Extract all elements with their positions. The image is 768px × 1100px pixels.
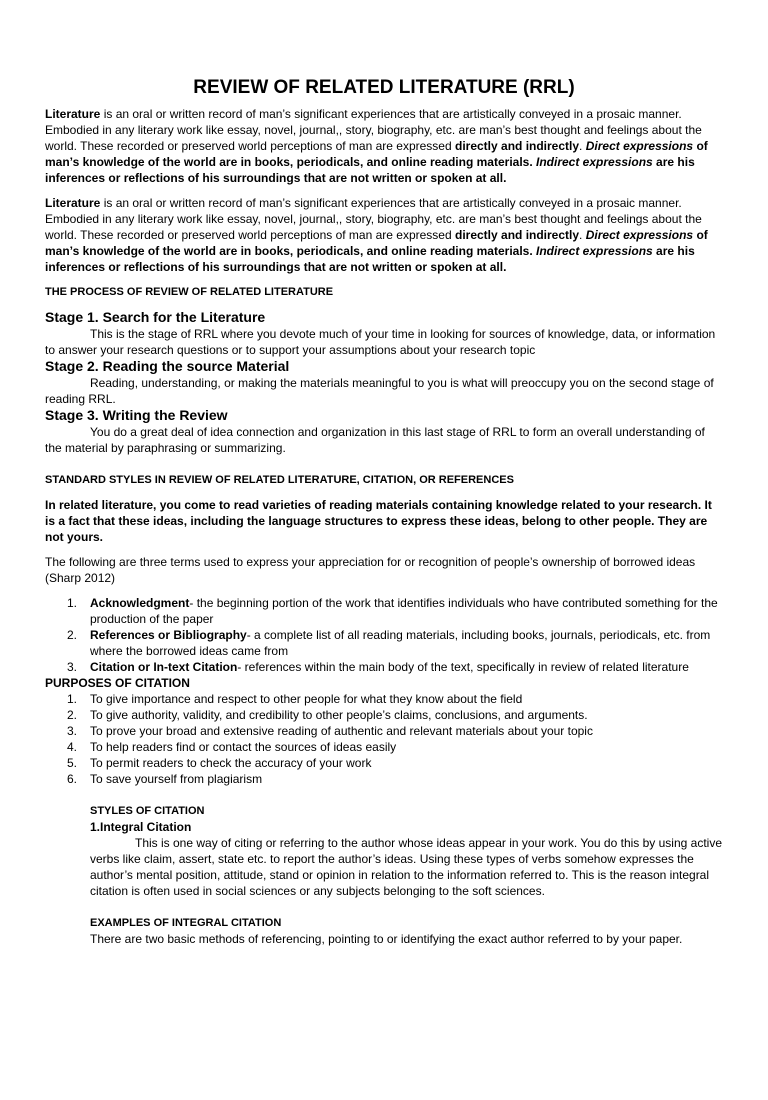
- term-label: Acknowledgment: [90, 596, 190, 610]
- list-text: To permit readers to check the accuracy of your work: [90, 756, 372, 770]
- list-item: [45, 755, 723, 771]
- bold-span: 1.Integral Citation: [90, 820, 192, 834]
- list-number: 1.: [67, 692, 78, 706]
- list-item: [45, 723, 723, 739]
- term-label: Citation or In-text Citation: [90, 660, 238, 674]
- examples-section: [45, 915, 723, 947]
- stage-1: [45, 309, 723, 358]
- document-page: [0, 76, 768, 1100]
- list-item: [45, 691, 723, 707]
- intro-paragraph-1: [45, 106, 723, 186]
- list-item: [45, 739, 723, 755]
- list-text: To help readers find or contact the sources of ideas easily: [90, 740, 397, 754]
- term-literature: Literature: [45, 196, 101, 210]
- list-number: 2.: [67, 628, 78, 642]
- term-desc: - the beginning portion of the work that identifies individuals who have contributed something for the production of the paper: [90, 596, 718, 626]
- examples-heading: EXAMPLES OF INTEGRAL CITATION: [90, 917, 282, 929]
- stage-2: [45, 358, 723, 407]
- list-item: [45, 627, 723, 659]
- styles-bold-paragraph: [45, 497, 723, 545]
- bold-span: are his inferences or reflections of his surroundings that are not written or spoken at all.: [45, 155, 695, 185]
- text-span: .: [579, 228, 586, 242]
- stage-title: Stage 2. Reading the source Material: [45, 358, 290, 374]
- bold-span: are his inferences or reflections of his surroundings that are not written or spoken at all.: [45, 244, 695, 274]
- stage-title: Stage 3. Writing the Review: [45, 407, 228, 423]
- text-span: is an oral or written record of man’s significant experiences that are artistically conveyed in a prosaic manner. Embodied in any literary work like essay, novel, journal,, story, biography, etc. are man’s best thought and feelings about the world. These recorded or preserved world perceptions of man are expressed: [45, 196, 702, 242]
- bold-italic-span: Indirect expressions: [536, 244, 653, 258]
- bold-span: In related literature, you come to read varieties of reading materials containing knowledge related to your research. It is a fact that these ideas, including the language structures to express these ideas, belong to other people. They are not yours.: [45, 498, 712, 544]
- bold-italic-span: Direct expressions: [585, 228, 694, 242]
- document-title: REVIEW OF RELATED LITERATURE (RRL): [193, 77, 575, 98]
- list-text: To give authority, validity, and credibility to other people’s claims, conclusions, and arguments.: [90, 708, 588, 722]
- stage-title: Stage 1. Search for the Literature: [45, 309, 266, 325]
- stage-body: Reading, understanding, or making the materials meaningful to you is what will preoccupy you on the second stage of reading RRL.: [45, 376, 714, 406]
- list-number: 1.: [67, 596, 78, 610]
- bold-span: of man’s knowledge of the world are in books, periodicals, and online reading materials.: [45, 139, 708, 169]
- styles-heading: STANDARD STYLES IN REVIEW OF RELATED LITERATURE, CITATION, OR REFERENCES: [45, 474, 514, 486]
- list-item: [45, 659, 723, 675]
- term-label: References or Bibliography: [90, 628, 247, 642]
- purposes-heading: [45, 675, 723, 691]
- process-heading: THE PROCESS OF REVIEW OF RELATED LITERATURE: [45, 286, 334, 298]
- list-number: 6.: [67, 772, 78, 786]
- terms-list: [45, 595, 723, 675]
- bold-italic-span: Direct expressions: [585, 139, 694, 153]
- list-number: 3.: [67, 724, 78, 738]
- bold-span: directly and indirectly: [455, 139, 580, 153]
- bold-span: directly and indirectly: [455, 228, 580, 242]
- purposes-list: [45, 691, 723, 787]
- integral-citation-body: This is one way of citing or referring to the author whose ideas appear in your work. You do this by using active verbs like claim, assert, state etc. to report the author’s ideas. Using these types of verbs somehow expresses the author’s mental position, attitude, stand or opinion in relation to the information referred to. This is the reason integral citation is often used in social sciences or any subjects belonging to the soft sciences.: [90, 836, 722, 898]
- term-desc: - a complete list of all reading materials, including books, journals, periodicals, etc. from where the borrowed ideas came from: [90, 628, 711, 658]
- term-literature: Literature: [45, 107, 101, 121]
- list-text: To prove your broad and extensive reading of authentic and relevant materials about your topic: [90, 724, 593, 738]
- list-number: 2.: [67, 708, 78, 722]
- text-span: .: [579, 139, 586, 153]
- list-text: To give importance and respect to other people for what they know about the field: [90, 692, 523, 706]
- citation-styles-heading: STYLES OF CITATION: [90, 805, 205, 817]
- bold-span: PURPOSES OF CITATION: [45, 676, 190, 690]
- stage-3: [45, 407, 723, 456]
- bold-italic-span: Indirect expressions: [536, 155, 653, 169]
- styles-intro: The following are three terms used to express your appreciation for or recognition of people’s ownership of borrowed ideas (Sharp 2012): [45, 555, 696, 585]
- list-item: [45, 707, 723, 723]
- list-item: [45, 771, 723, 787]
- term-desc: - references within the main body of the text, specifically in review of related literature: [237, 660, 689, 674]
- stage-body: This is the stage of RRL where you devote much of your time in looking for sources of knowledge, data, or information to answer your research questions or to support your assumptions about your research topic: [45, 327, 716, 357]
- integral-citation-sub: [90, 819, 723, 835]
- intro-paragraph-2: [45, 195, 723, 275]
- list-text: To save yourself from plagiarism: [90, 772, 263, 786]
- stage-body: You do a great deal of idea connection and organization in this last stage of RRL to form an overall understanding of the material by paraphrasing or summarizing.: [45, 425, 705, 455]
- citation-styles-section: [45, 803, 723, 899]
- bold-span: of man’s knowledge of the world are in books, periodicals, and online reading materials.: [45, 228, 708, 258]
- list-number: 5.: [67, 756, 78, 770]
- list-number: 3.: [67, 660, 78, 674]
- list-number: 4.: [67, 740, 78, 754]
- text-span: is an oral or written record of man’s significant experiences that are artistically conveyed in a prosaic manner. Embodied in any literary work like essay, novel, journal,, story, biography, etc. are man’s best thought and feelings about the world. These recorded or preserved world perceptions of man are expressed: [45, 107, 702, 153]
- list-item: [45, 595, 723, 627]
- examples-body: There are two basic methods of referencing, pointing to or identifying the exact author referred to by your paper.: [90, 932, 683, 946]
